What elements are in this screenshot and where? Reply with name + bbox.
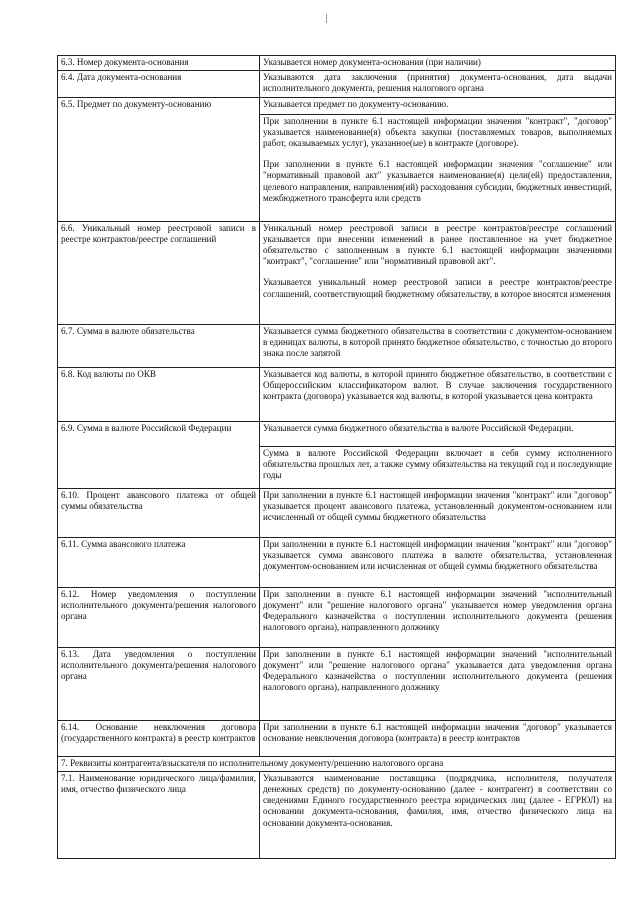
field-name-cell: 6.11. Сумма авансового платежа: [58, 537, 260, 587]
field-description-cell: Сумма в валюте Российской Федерации включает в себя сумму исполненного обязательства прошлых лет, а также сумму обязательства на текущий год и последующие годы: [260, 446, 616, 488]
field-name-cell: 6.10. Процент авансового платежа от общей суммы обязательства: [58, 488, 260, 537]
field-name-cell: 6.4. Дата документа-основания: [58, 71, 260, 97]
field-description-cell: При заполнении в пункте 6.1 настоящей информации значения "контракт" или "договор" указывается процент авансового платежа, установленный документом-основанием или исчисленный от общей суммы бюджетного обязательства: [260, 488, 616, 537]
requisites-description-table: [57, 55, 616, 859]
field-description-cell: Указываются наименование поставщика (подрядчика, исполнителя, получателя денежных средств) по документу-основанию (далее - контрагент) в соответствии со сведениями Единого государственного реестра юридических лиц (далее - ЕГРЮЛ) на основании документа-основания, фамилия, имя, отчество физического лица на основании документа-основания.: [260, 771, 616, 858]
section-heading-row: [58, 756, 616, 771]
field-name-cell: 6.8. Код валюты по ОКВ: [58, 367, 260, 421]
field-description-cell: Указывается сумма бюджетного обязательства в соответствии с документом-основанием в единицах валюты, в которой принято бюджетное обязательство, с точностью до второго знака после запятой: [260, 324, 616, 367]
table-row: [58, 537, 616, 587]
description-paragraph: Уникальный номер реестровой записи в реестре контрактов/реестре соглашений указывается при внесении изменений в ранее поставленное на учет бюджетное обязательство с заполненным в пункте 6.1 настоящей информации значениями "контракт", "соглашение" или "нормативный правовой акт".: [263, 222, 612, 267]
page-top-mark: [326, 14, 327, 23]
description-paragraph: При заполнении в пункте 6.1 настоящей информации значения "контракт", "договор" указывается наименование(я) объекта закупки (поставляемых товаров, выполняемых работ, оказываемых услуг), указанное(ые) в контракте (договоре).: [263, 115, 612, 149]
table-row: [58, 367, 616, 421]
field-description-cell: Указывается сумма бюджетного обязательства в валюте Российской Федерации.: [260, 421, 616, 446]
field-name-cell: 6.9. Сумма в валюте Российской Федерации: [58, 421, 260, 488]
section-heading: 7. Реквизиты контрагента/взыскателя по исполнительному документу/решению налогового органа: [58, 756, 616, 771]
field-name-cell: 6.14. Основание невключения договора (государственного контракта) в реестр контрактов: [58, 720, 260, 756]
table-row: [58, 324, 616, 367]
field-description-cell: Указываются дата заключения (принятия) документа-основания, дата выдачи исполнительного документа, решения налогового органа: [260, 71, 616, 97]
field-name-cell: 6.13. Дата уведомления о поступлении исполнительного документа/решения налогового органа: [58, 647, 260, 720]
field-description-cell: При заполнении в пункте 6.1 настоящей информации значения "контракт" или "договор" указывается сумма авансового платежа в валюте обязательства, установленная документом-основанием или исчисленная от общей суммы бюджетного обязательства: [260, 537, 616, 587]
table-row: [58, 71, 616, 97]
field-description-cell: [260, 114, 616, 221]
field-description-cell: [260, 221, 616, 324]
field-description-cell: Указывается номер документа-основания (при наличии): [260, 56, 616, 71]
field-name-cell: 6.7. Сумма в валюте обязательства: [58, 324, 260, 367]
field-name-cell: 7.1. Наименование юридического лица/фамилия, имя, отчество физического лица: [58, 771, 260, 858]
table-row: [58, 647, 616, 720]
field-name-cell: 6.5. Предмет по документу-основанию: [58, 97, 260, 221]
field-description-cell: При заполнении в пункте 6.1 настоящей информации значений "исполнительный документ" или "решение налогового органа" указывается дата уведомления органа Федерального казначейства о поступлении исполнительного документа (решения налогового органа), направленного должнику: [260, 647, 616, 720]
table-row: [58, 587, 616, 647]
paragraph-gap: [263, 149, 612, 159]
field-name-cell: 6.6. Уникальный номер реестровой записи в реестре контрактов/реестре соглашений: [58, 221, 260, 324]
table-row: [58, 720, 616, 756]
field-description-cell: Указывается код валюты, в которой принято бюджетное обязательство, в соответствии с Общероссийским классификатором валют. В случае заключения государственного контракта (договора) указывается код валюты, в которой указывается цена контракта: [260, 367, 616, 421]
paragraph-gap: [263, 267, 612, 277]
field-name-cell: 6.3. Номер документа-основания: [58, 56, 260, 71]
table-row: [58, 97, 616, 114]
field-description-cell: Указывается предмет по документу-основанию.: [260, 97, 616, 114]
field-name-cell: 6.12. Номер уведомления о поступлении исполнительного документа/решения налогового органа: [58, 587, 260, 647]
field-description-cell: При заполнении в пункте 6.1 настоящей информации значения "договор" указывается основание невключения договора (контракта) в реестр контрактов: [260, 720, 616, 756]
table-row: [58, 421, 616, 446]
table-row: [58, 488, 616, 537]
description-paragraph: Указывается уникальный номер реестровой записи в реестре контрактов/реестре соглашений, соответствующий бюджетному обязательству, в которое вносятся изменения: [263, 277, 612, 299]
field-description-cell: При заполнении в пункте 6.1 настоящей информации значений "исполнительный документ" или "решение налогового органа" указывается номер уведомления органа Федерального казначейства о поступлении исполнительного документа (решения налогового органа), направленного должнику: [260, 587, 616, 647]
table-row: [58, 221, 616, 324]
table-row: [58, 771, 616, 858]
description-paragraph: При заполнении в пункте 6.1 настоящей информации значения "соглашение" или "нормативный правовой акт" указывается наименование(я) цели(ей) предоставления, целевого направления, направления(ий) расходования субсидии, бюджетных инвестиций, межбюджетного трансферта или средств: [263, 159, 612, 203]
table-row: [58, 56, 616, 71]
